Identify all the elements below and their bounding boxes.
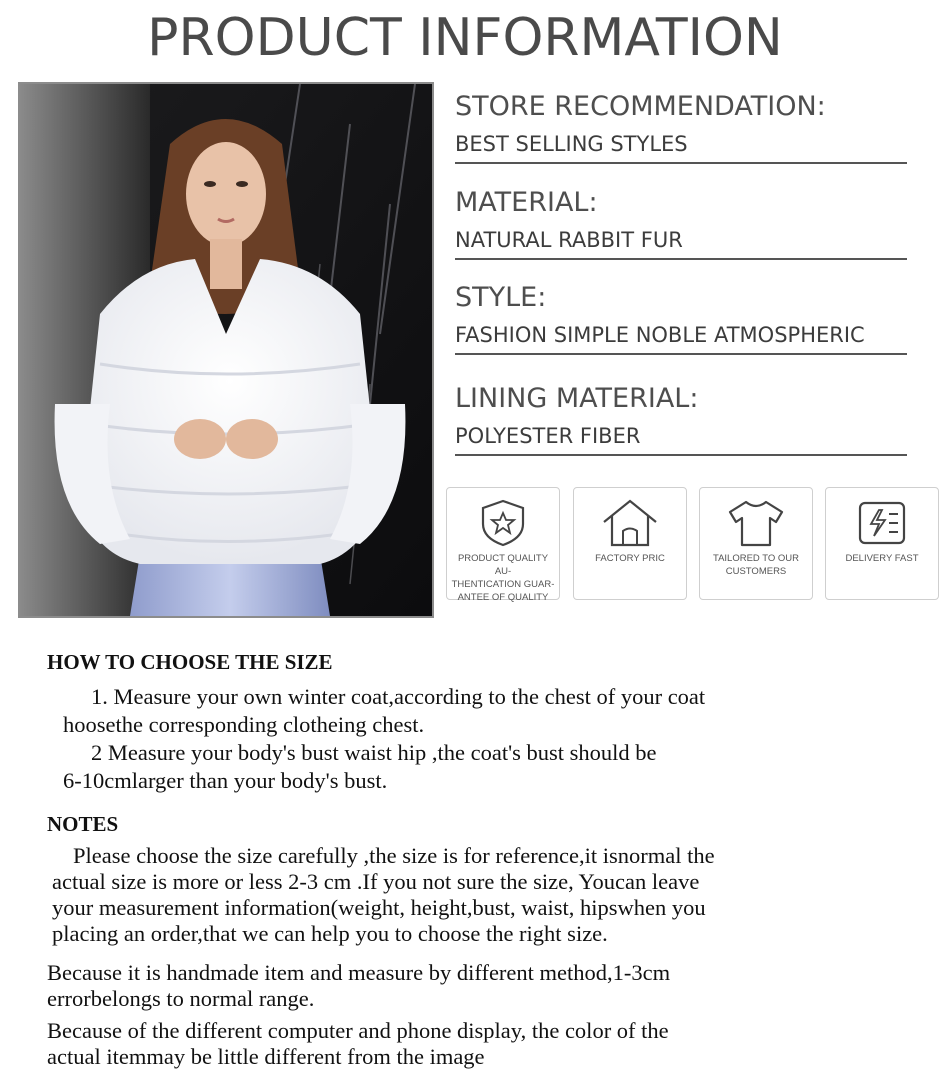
badge-delivery — [825, 487, 939, 600]
shield-star-icon — [476, 498, 530, 548]
notes-line: Because it is handmade item and measure by different method,1-3cm — [47, 960, 671, 985]
badge-quality — [446, 487, 560, 603]
spec-value: POLYESTER FIBER — [455, 422, 907, 456]
spec-lining-material — [455, 382, 907, 456]
size-guide-heading: HOW TO CHOOSE THE SIZE — [47, 650, 333, 674]
notes-line: placing an order,that we can help you to choose the right size. — [52, 921, 608, 946]
spec-label: MATERIAL: — [455, 187, 598, 218]
badge-factory-price — [573, 487, 687, 600]
badge-label: TAILORED TO OUR CUSTOMERS — [712, 553, 800, 577]
notes-line: Because of the different computer and phone display, the color of the — [47, 1018, 669, 1043]
size-guide-line: hoosethe corresponding clotheing chest. — [63, 712, 425, 737]
badge-label: FACTORY PRIC — [595, 553, 665, 564]
page-title: PRODUCT INFORMATION — [147, 8, 783, 68]
spec-material — [455, 186, 907, 260]
size-guide-line: 1. Measure your own winter coat,according to the chest of your coat — [91, 684, 706, 709]
spec-store-recommendation — [455, 90, 907, 164]
house-icon — [600, 498, 660, 548]
lightning-icon — [855, 498, 909, 548]
size-guide-line: 6-10cmlarger than your body's bust. — [63, 768, 388, 793]
badge-label: PRODUCT QUALITY AU- THENTICATION GUAR- ANTEE OF QUALITY — [451, 553, 555, 603]
spec-value: BEST SELLING STYLES — [455, 130, 907, 164]
badge-label: DELIVERY FAST — [845, 553, 919, 564]
notes-heading: NOTES — [47, 812, 119, 836]
notes-line: actual itemmay be little different from the image — [47, 1044, 485, 1069]
badge-tailored — [699, 487, 813, 600]
product-photo — [18, 82, 434, 618]
size-guide-line: 2 Measure your body's bust waist hip ,the coat's bust should be — [91, 740, 657, 765]
spec-label: STORE RECOMMENDATION: — [455, 91, 826, 122]
notes-line: errorbelongs to normal range. — [47, 986, 315, 1011]
notes-line: Please choose the size carefully ,the size is for reference,it isnormal the — [73, 843, 715, 868]
notes-line: actual size is more or less 2-3 cm .If you not sure the size, Youcan leave — [52, 869, 700, 894]
spec-label: LINING MATERIAL: — [455, 383, 699, 414]
spec-label: STYLE: — [455, 282, 547, 313]
spec-value: NATURAL RABBIT FUR — [455, 226, 907, 260]
spec-value: FASHION SIMPLE NOBLE ATMOSPHERIC — [455, 321, 907, 355]
model-fur-coat-image — [20, 84, 432, 616]
spec-style — [455, 281, 907, 355]
tshirt-icon — [726, 498, 786, 548]
notes-line: your measurement information(weight, height,bust, waist, hipswhen you — [52, 895, 706, 920]
